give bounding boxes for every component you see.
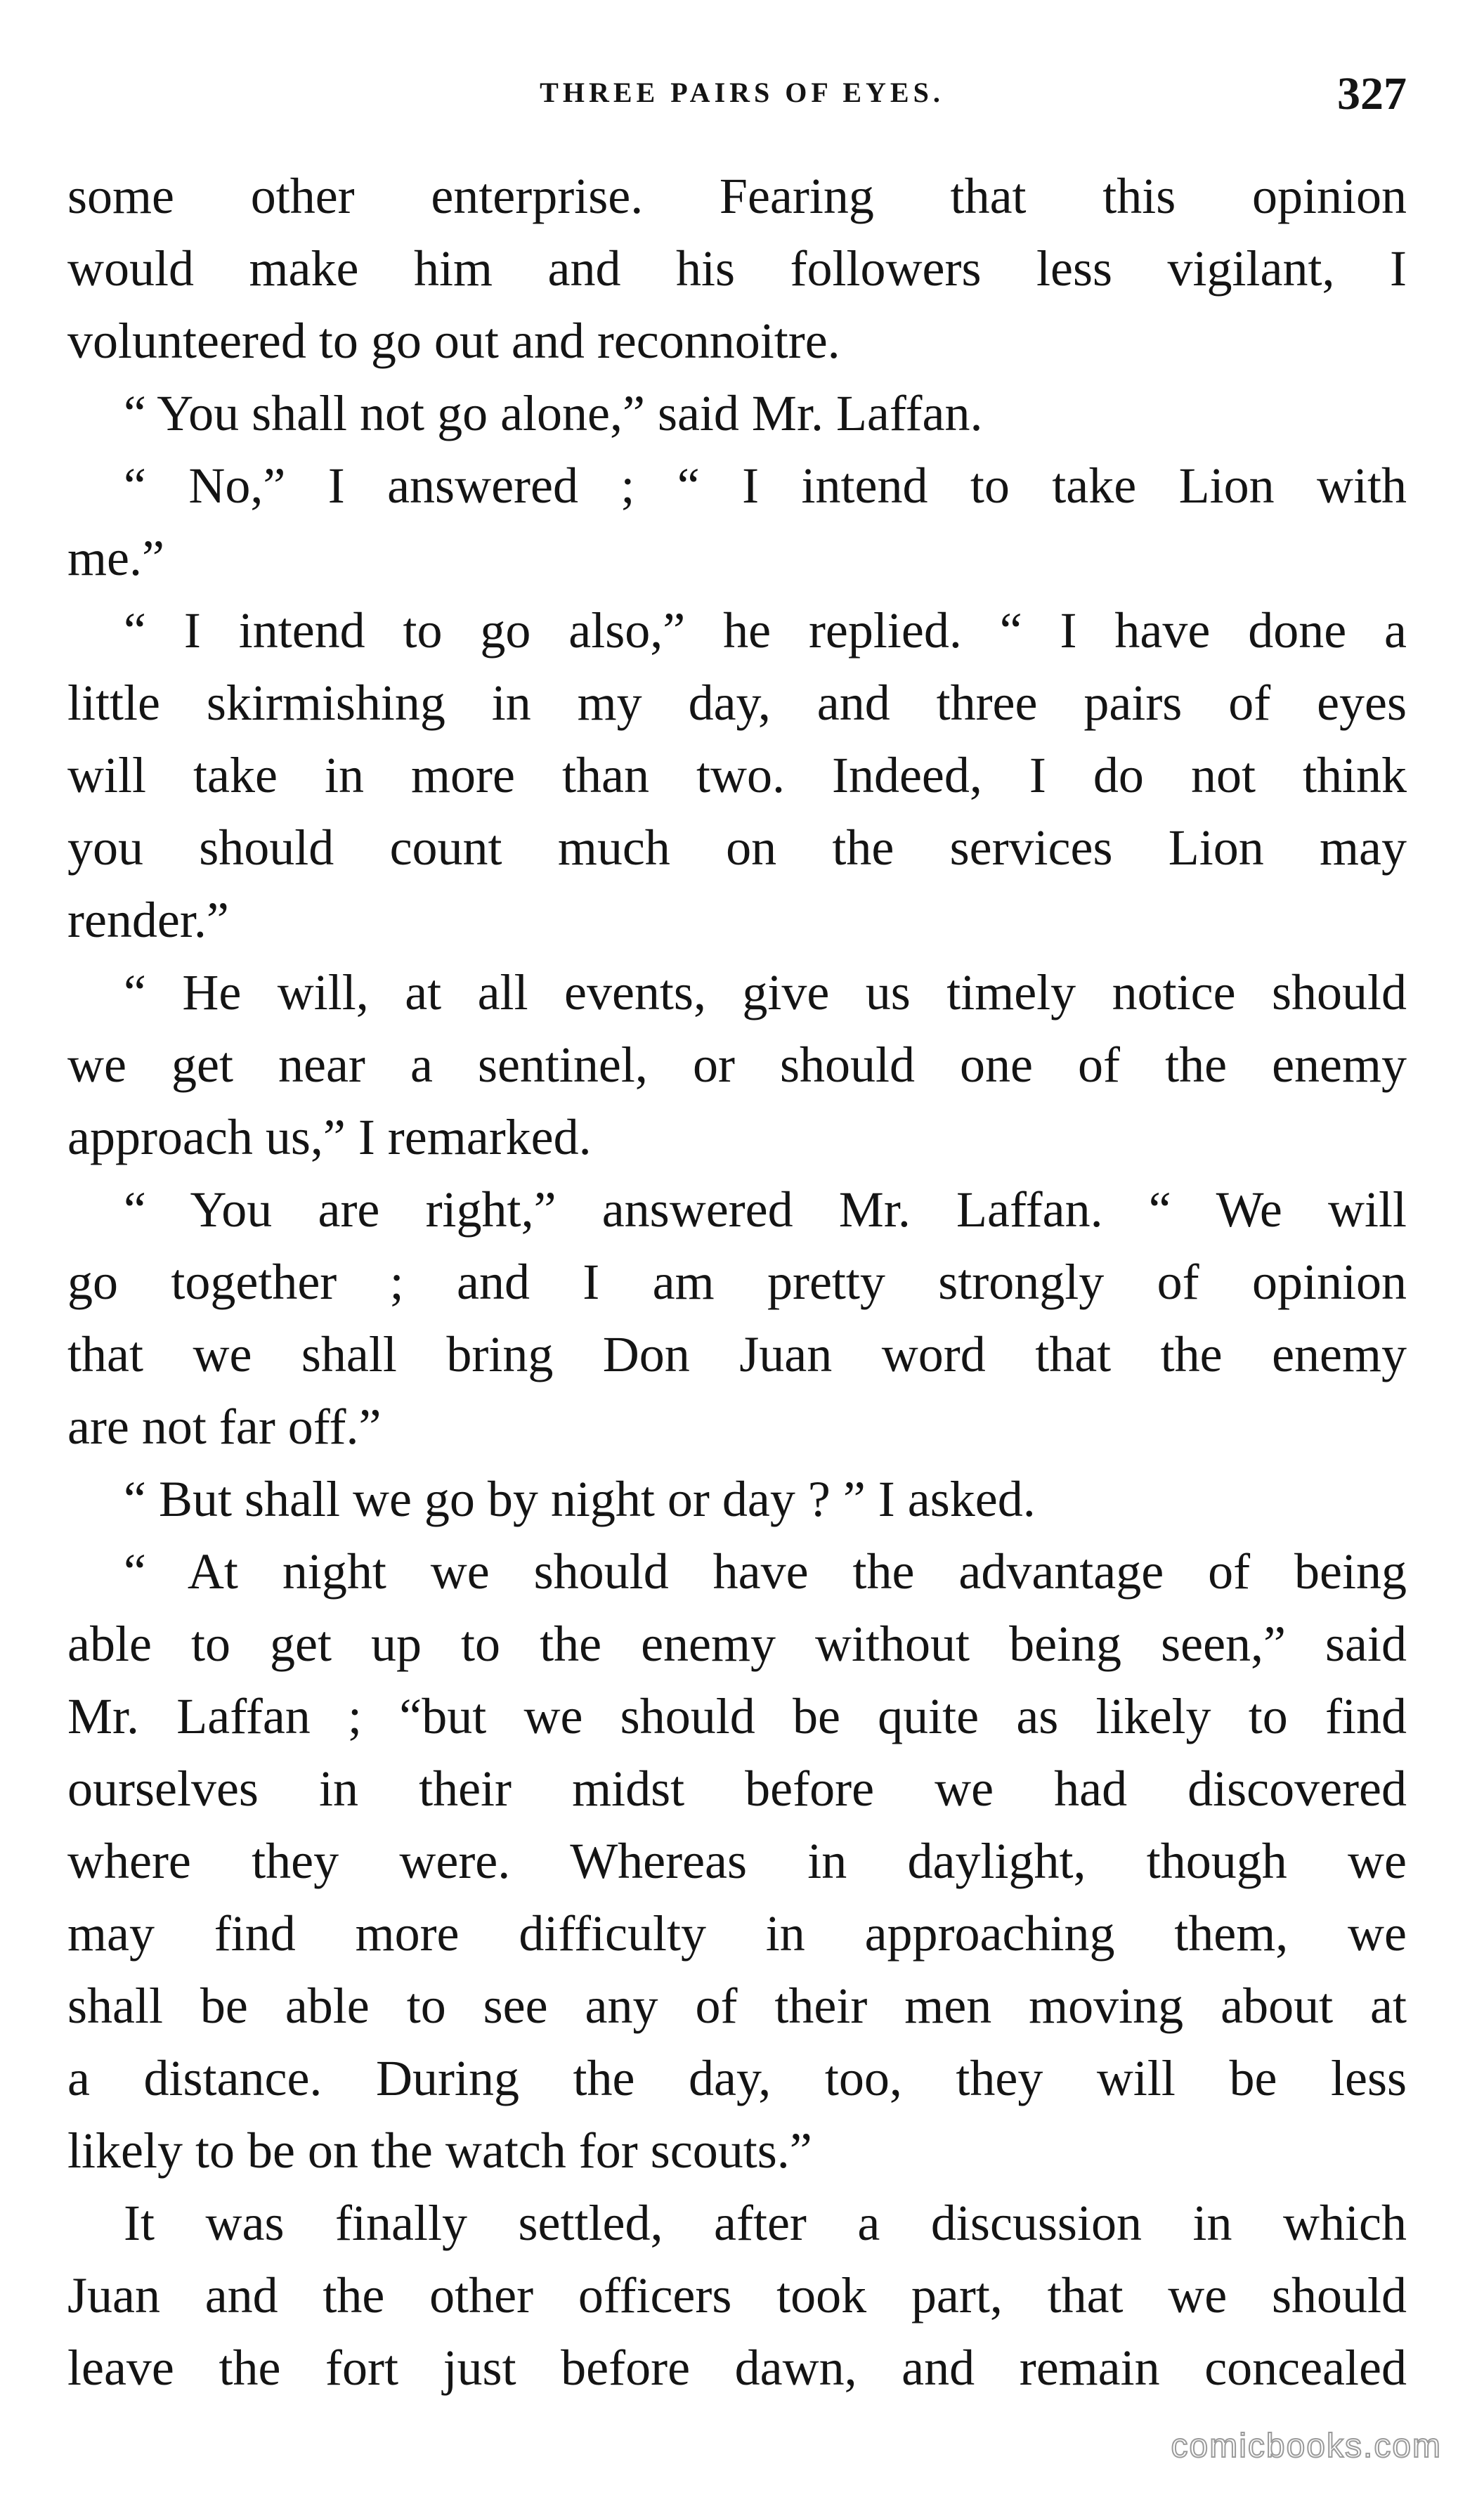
text-line: “ He will, at all events, give us timely notice should [124,964,1407,1020]
text-line: “ I intend to go also,” he replied. “ I have done a [124,602,1407,659]
text-line: “ But shall we go by night or day ? ” I asked. [124,1471,1036,1527]
text-line: go together ; and I am pretty strongly of opinion [67,1254,1407,1310]
text-line: would make him and his followers less vigilant, I [67,240,1407,297]
text-line: leave the fort just before dawn, and remain concealed [67,2340,1407,2396]
page-number: 327 [1337,68,1407,119]
text-line: that we shall bring Don Juan word that the enemy [67,1326,1407,1382]
text-line: me.” [67,530,164,586]
text-line: a distance. During the day, too, they will be less [67,2050,1407,2106]
text-line: render.” [67,892,229,948]
text-line: some other enterprise. Fearing that this opinion [67,168,1407,224]
running-head [67,67,1417,124]
text-line: where they were. Whereas in daylight, though we [67,1833,1407,1889]
text-line: able to get up to the enemy without being seen,” said [67,1616,1407,1672]
text-line: are not far off.” [67,1399,382,1455]
text-line: volunteered to go out and reconnoitre. [67,313,840,369]
text-line: It was finally settled, after a discussion in which [124,2195,1407,2251]
text-line: little skirmishing in my day, and three pairs of eyes [67,675,1407,731]
text-line: will take in more than two. Indeed, I do not think [67,747,1407,803]
text-line: approach us,” I remarked. [67,1109,592,1165]
text-line: “ You shall not go alone,” said Mr. Laffan. [124,385,983,441]
text-line: “ At night we should have the advantage of being [124,1543,1407,1600]
text-line: shall be able to see any of their men moving about at [67,1978,1407,2034]
text-line: may find more difficulty in approaching them, we [67,1905,1407,1962]
text-line: “ You are right,” answered Mr. Laffan. “ We will [124,1181,1407,1238]
text-line: likely to be on the watch for scouts.” [67,2122,812,2179]
watermark: comicbooks.com [1171,2428,1442,2465]
text-line: you should count much on the services Lion may [67,819,1407,876]
text-line: “ No,” I answered ; “ I intend to take Lion with [124,458,1407,514]
running-title: THREE PAIRS OF EYES. [540,77,944,108]
text-line: Juan and the other officers took part, that we should [67,2267,1407,2323]
body-text [67,160,1407,2404]
text-line: Mr. Laffan ; “but we should be quite as likely to find [67,1688,1407,1744]
text-line: ourselves in their midst before we had discovered [67,1761,1407,1817]
text-line: we get near a sentinel, or should one of the enemy [67,1037,1407,1093]
